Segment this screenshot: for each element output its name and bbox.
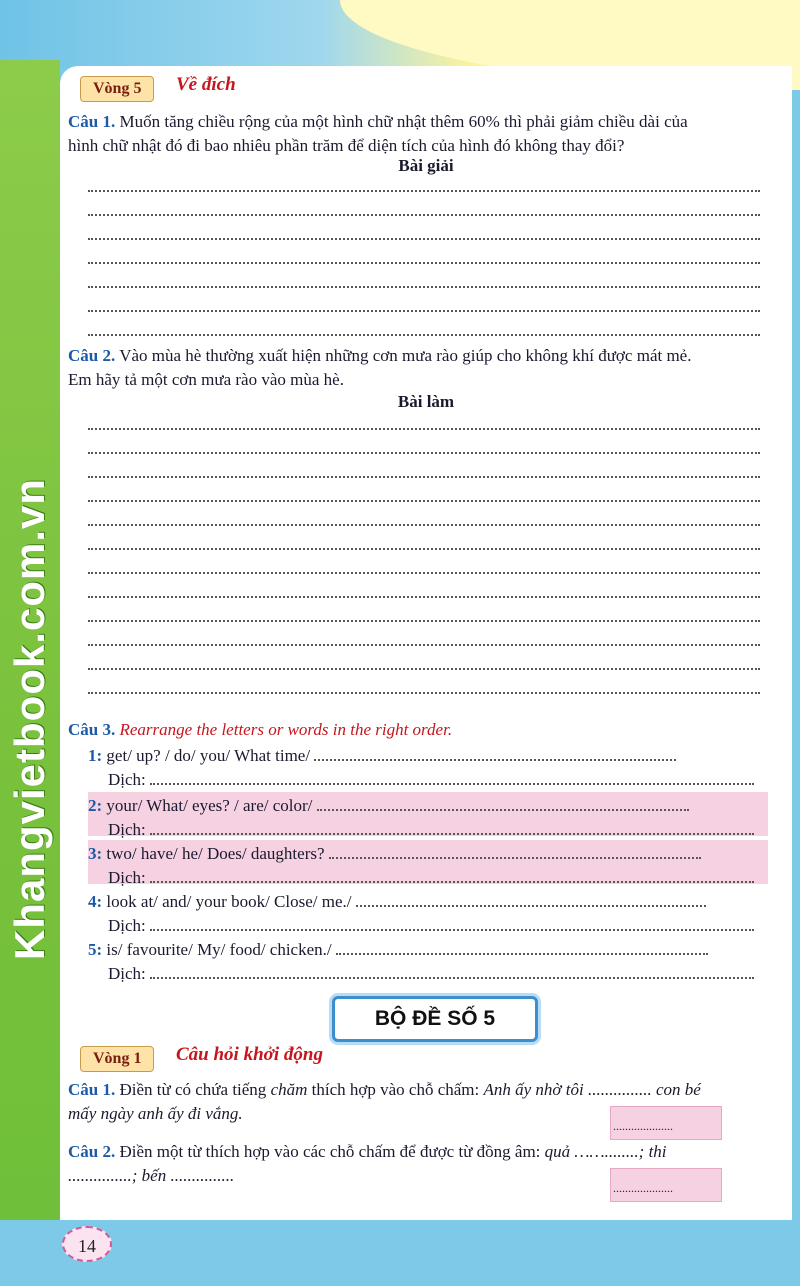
round1-question-1-text: thích hợp vào chỗ chấm: xyxy=(307,1080,484,1099)
question-3-number: Câu 3. xyxy=(68,720,116,739)
answer-line[interactable] xyxy=(88,286,760,288)
translation-row-5 xyxy=(108,962,754,986)
translation-row-4 xyxy=(108,914,754,938)
bottom-strip xyxy=(0,1220,800,1286)
answer-line[interactable] xyxy=(88,428,760,430)
keyword: chăm xyxy=(270,1080,308,1099)
rearrange-item-3: 3: two/ have/ he/ Does/ daughters? xyxy=(88,842,701,866)
answer-line[interactable] xyxy=(88,190,760,192)
translation-line[interactable] xyxy=(150,963,754,979)
answer-line[interactable] xyxy=(88,692,760,694)
translation-row-3 xyxy=(108,866,754,890)
exam-title: BỘ ĐỀ SỐ 5 xyxy=(332,996,538,1042)
answer-line[interactable] xyxy=(88,524,760,526)
translation-label: Dịch: xyxy=(108,770,146,789)
question-3 xyxy=(68,718,784,742)
answer-line[interactable] xyxy=(88,620,760,622)
item-number: 2 xyxy=(88,796,97,815)
question-2-text-line2: Em hãy tả một cơn mưa rào vào mùa hè. xyxy=(68,370,344,389)
answer-line[interactable] xyxy=(88,452,760,454)
translation-row-2 xyxy=(108,818,754,842)
answer-line[interactable] xyxy=(88,596,760,598)
round1-badge: Vòng 1 xyxy=(80,1046,154,1072)
brand-watermark: Khangvietbook.com.vn xyxy=(6,477,53,960)
question-2-text-line1: Vào mùa hè thường xuất hiện những cơn mưa rào giúp cho không khí được mát mẻ. xyxy=(119,346,692,365)
round1-question-1-number: Câu 1. xyxy=(68,1080,116,1099)
answer-line[interactable] xyxy=(329,843,701,859)
question-1-number: Câu 1. xyxy=(68,112,116,131)
answer-box[interactable] xyxy=(610,1106,722,1140)
translation-row-1 xyxy=(108,768,754,792)
answer-line[interactable] xyxy=(88,238,760,240)
question-1-text-line2: hình chữ nhật đó đi bao nhiêu phần trăm để diện tích của hình đó không thay đổi? xyxy=(68,136,625,155)
fill-sentence: quả ……........; thi xyxy=(544,1142,667,1161)
item-number: 1 xyxy=(88,746,97,765)
rearrange-item-1: 1: get/ up? / do/ you/ What time/ xyxy=(88,744,676,768)
rearrange-item-5: 5: is/ favourite/ My/ food/ chicken./ xyxy=(88,938,708,962)
item-text: two/ have/ he/ Does/ daughters? xyxy=(106,844,325,863)
answer-line[interactable] xyxy=(88,214,760,216)
round1-question-2-text: Điền một từ thích hợp vào các chỗ chấm để được từ đồng âm: xyxy=(119,1142,545,1161)
translation-line[interactable] xyxy=(150,769,754,785)
answer-line[interactable] xyxy=(88,262,760,264)
answer-dots: .................... xyxy=(613,1181,673,1195)
worksheet-page xyxy=(60,66,792,1220)
translation-line[interactable] xyxy=(150,819,754,835)
fill-sentence: Anh ấy nhờ tôi ............... con bé xyxy=(483,1080,701,1099)
fill-sentence-line2: ...............; bến ............... xyxy=(68,1166,235,1185)
answer-line[interactable] xyxy=(88,548,760,550)
answer-dots: .................... xyxy=(613,1119,673,1133)
round5-title: Về đích xyxy=(176,74,236,95)
item-text: is/ favourite/ My/ food/ chicken./ xyxy=(106,940,332,959)
item-text: look at/ and/ your book/ Close/ me./ xyxy=(106,892,352,911)
rearrange-item-4: 4: look at/ and/ your book/ Close/ me./ xyxy=(88,890,706,914)
question-2-number: Câu 2. xyxy=(68,346,116,365)
answer-line[interactable] xyxy=(356,891,706,907)
answer-line[interactable] xyxy=(88,500,760,502)
item-text: your/ What/ eyes? / are/ color/ xyxy=(106,796,313,815)
answer-line[interactable] xyxy=(88,310,760,312)
solution-heading: Bài giải xyxy=(398,156,454,175)
question-1-text-line1: Muốn tăng chiều rộng của một hình chữ nhật thêm 60% thì phải giảm chiều dài của xyxy=(119,112,688,131)
essay-heading: Bài làm xyxy=(397,392,455,411)
item-number: 3 xyxy=(88,844,97,863)
answer-line[interactable] xyxy=(88,476,760,478)
translation-line[interactable] xyxy=(150,915,754,931)
fill-sentence-line2: mấy ngày anh ấy đi vắng. xyxy=(68,1104,243,1123)
translation-label: Dịch: xyxy=(108,916,146,935)
round1-question-2-number: Câu 2. xyxy=(68,1142,116,1161)
item-text: get/ up? / do/ you/ What time/ xyxy=(106,746,311,765)
round1-question-1-text: Điền từ có chứa tiếng xyxy=(119,1080,271,1099)
translation-label: Dịch: xyxy=(108,868,146,887)
answer-line[interactable] xyxy=(88,572,760,574)
translation-line[interactable] xyxy=(150,867,754,883)
answer-line[interactable] xyxy=(336,939,708,955)
question-1 xyxy=(68,110,784,158)
item-number: 4 xyxy=(88,892,97,911)
answer-line[interactable] xyxy=(88,668,760,670)
translation-label: Dịch: xyxy=(108,820,146,839)
rearrange-item-2: 2: your/ What/ eyes? / are/ color/ xyxy=(88,794,689,818)
round1-title: Câu hỏi khởi động xyxy=(176,1044,323,1065)
question-3-text: Rearrange the letters or words in the right order. xyxy=(119,720,453,739)
answer-box[interactable] xyxy=(610,1168,722,1202)
page-number: 14 xyxy=(62,1226,112,1262)
answer-line[interactable] xyxy=(88,334,760,336)
item-number: 5 xyxy=(88,940,97,959)
answer-line[interactable] xyxy=(88,644,760,646)
answer-line[interactable] xyxy=(317,795,689,811)
answer-line[interactable] xyxy=(314,745,676,761)
question-2 xyxy=(68,344,784,392)
translation-label: Dịch: xyxy=(108,964,146,983)
round5-badge: Vòng 5 xyxy=(80,76,154,102)
